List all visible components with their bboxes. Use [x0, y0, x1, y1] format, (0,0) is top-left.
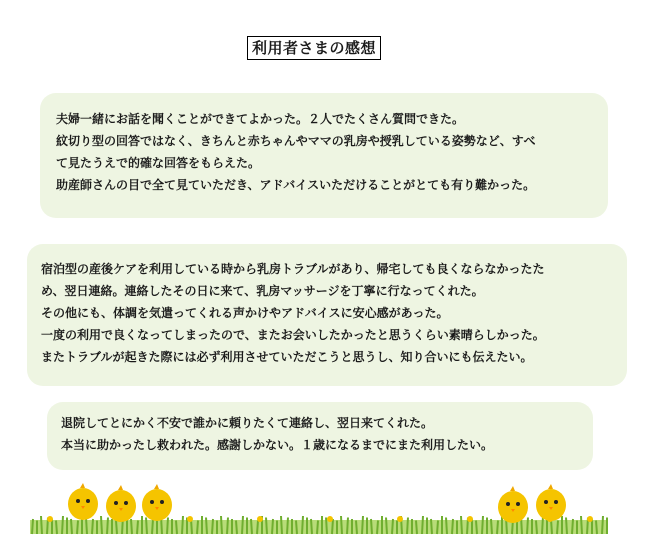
grass-blade [302, 516, 303, 534]
grass-blade [431, 519, 432, 534]
grass-blade [236, 521, 237, 535]
grass-blade [386, 518, 387, 535]
testimonial-line: 退院してとにかく不安で誰かに頼りたくて連絡し、翌日来てくれた。 [61, 416, 434, 430]
grass-blade [257, 521, 258, 535]
grass-blade [341, 516, 342, 534]
testimonial-line: 紋切り型の回答ではなく、きちんと赤ちゃんやママの乳房や授乳している姿勢など、すべ [56, 134, 536, 148]
chick-icon [534, 483, 568, 523]
flower-dot [47, 516, 53, 522]
flower-dot [397, 516, 403, 522]
grass-blade [461, 516, 462, 534]
grass-blade [482, 516, 483, 534]
grass-blade [326, 518, 327, 535]
testimonial-line: 本当に助かったし救われた。感謝しかない。１歳になるまでにまた利用したい。 [61, 438, 494, 452]
grass-blade [206, 518, 207, 535]
grass-blade [176, 521, 177, 535]
testimonial-card [27, 244, 627, 386]
grass-blade [491, 519, 492, 534]
testimonial-line: またトラブルが起きた際には必ず利用させていただこうと思うし、知り合いにも伝えたい。 [41, 350, 533, 364]
page-title: 利用者さまの感想 [247, 36, 381, 60]
grass-blade [227, 518, 228, 535]
flower-dot [327, 516, 333, 522]
grass-blade [581, 516, 582, 534]
grass-blade [311, 519, 312, 534]
testimonial-line: 夫婦一緒にお話を聞くことができてよかった。２人でたくさん質問できた。 [56, 112, 465, 126]
grass-blade [296, 521, 297, 535]
flower-dot [187, 516, 193, 522]
grass-blade [41, 516, 42, 534]
flower-dot [257, 516, 263, 522]
grass-blade [392, 519, 393, 534]
testimonial-line: その他にも、体調を気遣ってくれる声かけやアドバイスに安心感があった。 [41, 306, 449, 320]
grass-blade [221, 516, 222, 534]
grass-blade [182, 516, 183, 534]
grass-blade [422, 516, 423, 534]
grass-blade [362, 516, 363, 534]
grass-blade [281, 516, 282, 534]
chick-footer-decoration [30, 482, 608, 536]
testimonial-card [47, 402, 593, 470]
grass-blade [407, 518, 408, 535]
flower-dot [587, 516, 593, 522]
chick-icon [104, 484, 138, 524]
chick-icon [140, 483, 174, 523]
grass-blade [416, 521, 417, 535]
testimonial-line: め、翌日連絡。連絡したその日に来て、乳房マッサージを丁寧に行なってくれた。 [41, 284, 484, 298]
grass-blade [77, 521, 78, 535]
grass-blade [197, 521, 198, 535]
grass-blade [272, 519, 273, 534]
grass-blade [287, 518, 288, 535]
testimonial-line: 助産師さんの目で全て見ていただき、アドバイスいただけることがとても有り難かった。 [56, 178, 536, 192]
grass-blade [602, 516, 603, 534]
grass-blade [437, 521, 438, 535]
testimonial-line: て見たうえで的確な回答をもらえた。 [56, 156, 261, 170]
grass-blade [377, 521, 378, 535]
grass-blade [596, 521, 597, 535]
testimonial-card [40, 93, 608, 218]
grass-blade [476, 521, 477, 535]
grass-blade [101, 516, 102, 534]
grass-blade [32, 519, 33, 534]
grass-blade [347, 518, 348, 535]
grass-blade [266, 518, 267, 535]
grass-blade [446, 518, 447, 535]
grass-blade [317, 521, 318, 535]
grass-blade [212, 519, 213, 534]
grass-blade [56, 521, 57, 535]
chick-icon [66, 482, 100, 522]
grass-blade [332, 519, 333, 534]
grass-blade [371, 519, 372, 534]
grass-blade [62, 516, 63, 534]
grass-blade [452, 519, 453, 534]
flower-dot [467, 516, 473, 522]
grass-blade [356, 521, 357, 535]
grass-blade [572, 519, 573, 534]
grass-blade [251, 519, 252, 534]
testimonial-line: 一度の利用で良くなってしまったので、またお会いしたかったと思うくらい素晴らしかった。 [41, 328, 545, 342]
grass-blade [242, 516, 243, 534]
chick-icon [496, 485, 530, 525]
testimonial-line: 宿泊型の産後ケアを利用している時から乳房トラブルがあり、帰宅しても良くならなかったた [41, 262, 545, 276]
